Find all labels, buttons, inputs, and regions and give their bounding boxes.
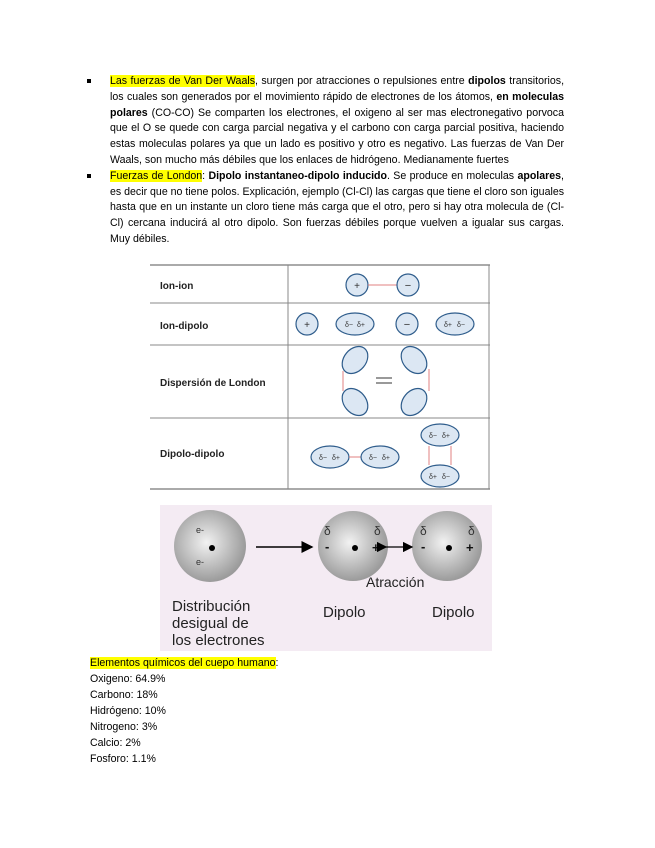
svg-text:δ−: δ− <box>457 322 465 329</box>
svg-text:+: + <box>466 540 474 555</box>
text-run: (CO-CO) Se comparten los electrones, el oxigeno al ser mas electronegativo porvoca que el O se quede con carga parcial negativa y el carbono con carga parcial positiva, haciendo estas moleculas polares ya que un lado es positivo y otro es negativo. Las fuerzas de Van Der Waals, son mucho más débiles que los enlaces de hidrógeno. Medianamente fuertes <box>110 106 564 166</box>
body-elements-list <box>90 655 278 767</box>
caption-dipolo-right: Dipolo <box>432 604 475 621</box>
svg-text:+: + <box>372 540 380 555</box>
text-run: : <box>202 169 209 182</box>
element-item-carbono: Carbono: 18% <box>90 689 158 701</box>
text-run: , es decir que no tiene polos. Explicación, ejemplo (Cl-Cl) las cargas que tiene el cloro son iguales hasta que en un instante un cloro tiene más carga que el otro, pero si hay otra molecula de (Cl-Cl) cercana inducirá al otro dipolo. Son fuerzas débiles porque vuelven a igualar sus cargas. Muy débiles. <box>110 169 565 245</box>
intermolecular-forces-table <box>150 263 490 490</box>
text-run: , surgen por atracciones o repulsiones entre <box>255 75 469 87</box>
element-item-hidrogeno: Hidrógeno: 10% <box>90 705 166 717</box>
text-run: dipolos <box>468 75 506 87</box>
caption-line-1: Distribución <box>172 598 251 615</box>
text-run: apolares <box>517 169 562 182</box>
bullet-text <box>110 75 564 166</box>
text-run: en moleculas polares <box>110 90 564 119</box>
electron-label: e- <box>196 557 205 567</box>
svg-text:δ+: δ+ <box>332 455 340 462</box>
svg-text:δ+: δ+ <box>429 474 437 481</box>
bullet-london <box>110 169 564 248</box>
bullet-van-der-waals <box>110 74 564 169</box>
bullet-marker <box>87 79 91 83</box>
text-run: Las fuerzas de Van Der Waals <box>110 75 255 87</box>
elements-heading: Elementos químicos del cuepo humano: <box>90 657 279 669</box>
element-item-calcio: Calcio: 2% <box>90 737 141 749</box>
svg-text:δ−: δ− <box>429 433 437 440</box>
svg-text:−: − <box>403 319 411 331</box>
svg-text:+: + <box>354 281 360 292</box>
dipole-atom-right <box>412 511 482 581</box>
svg-text:-: - <box>325 539 330 554</box>
text-run: transitorios, los cuales son generados por el movimiento rápido de electrones de los átomos, <box>110 75 565 103</box>
svg-text:+: + <box>304 320 310 331</box>
row-label-dipolo-dipolo: Dipolo-dipolo <box>160 449 225 460</box>
dipole-atom-middle <box>318 511 388 581</box>
bullet-list <box>110 74 564 248</box>
svg-text:δ: δ <box>468 524 475 538</box>
caption-line-2: desigual de <box>172 615 249 632</box>
svg-text:δ−: δ− <box>442 474 450 481</box>
caption-line-3: los electrones <box>172 632 265 649</box>
svg-text:δ−: δ− <box>345 322 353 329</box>
attraction-label: Atracción <box>366 574 425 590</box>
svg-text:δ−: δ− <box>369 455 377 462</box>
electron-label: e- <box>196 525 205 535</box>
svg-text:δ+: δ+ <box>444 322 452 329</box>
element-item-nitrogeno: Nitrogeno: 3% <box>90 721 158 733</box>
text-run: Fuerzas de London <box>110 169 203 182</box>
svg-text:−: − <box>404 280 412 292</box>
caption-dipolo-middle: Dipolo <box>323 604 366 621</box>
bullet-text <box>110 170 564 245</box>
text-run: Dipolo instantaneo-dipolo inducido <box>208 169 387 182</box>
svg-text:δ+: δ+ <box>382 455 390 462</box>
svg-text:-: - <box>421 539 426 554</box>
text-run: . Se produce en moleculas <box>387 169 518 182</box>
bullet-marker <box>87 174 91 178</box>
svg-text:δ−: δ− <box>319 455 327 462</box>
row-label-ion-ion: Ion-ion <box>160 281 194 292</box>
dipole-formation-diagram <box>160 505 492 651</box>
element-item-oxigeno: Oxigeno: 64.9% <box>90 673 166 685</box>
row-label-ion-dipolo: Ion-dipolo <box>160 321 209 332</box>
svg-text:δ+: δ+ <box>442 433 450 440</box>
svg-text:δ: δ <box>374 524 381 538</box>
element-item-fosforo: Fosforo: 1.1% <box>90 753 156 765</box>
row-label-dispersion: Dispersión de London <box>160 378 266 389</box>
svg-text:δ: δ <box>324 524 331 538</box>
svg-text:δ+: δ+ <box>357 322 365 329</box>
uneven-electron-atom <box>174 510 246 582</box>
svg-text:δ: δ <box>420 524 427 538</box>
